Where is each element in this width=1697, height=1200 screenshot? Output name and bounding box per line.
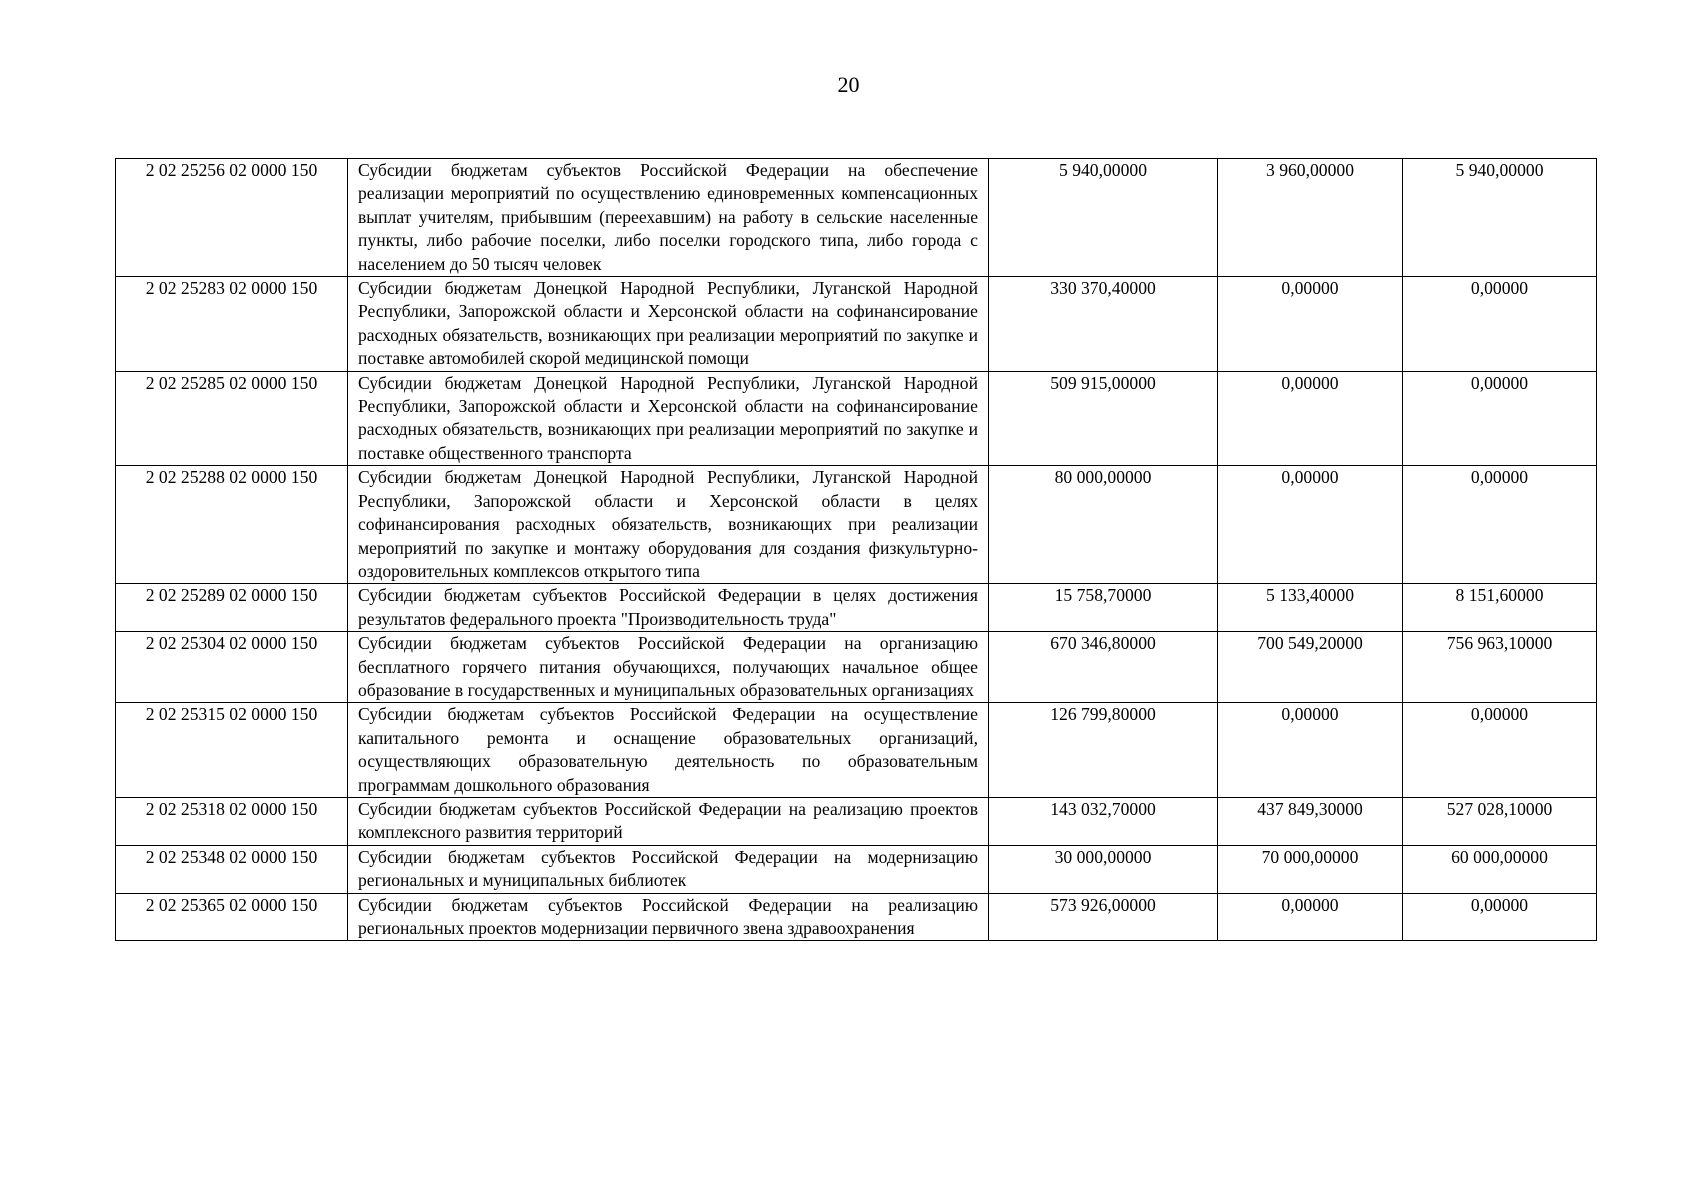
amount-col-3: 0,00000 <box>1403 703 1597 798</box>
description: Субсидии бюджетам субъектов Российской Федерации на модернизацию региональных и муниципальных библиотек <box>348 845 989 893</box>
amount-col-1: 80 000,00000 <box>989 466 1218 584</box>
amount-col-2: 0,00000 <box>1218 893 1403 941</box>
budget-code: 2 02 25285 02 0000 150 <box>116 371 348 466</box>
budget-code: 2 02 25283 02 0000 150 <box>116 277 348 372</box>
description: Субсидии бюджетам Донецкой Народной Республики, Луганской Народной Республики, Запорожской области и Херсонской области на софинансирование расходных обязательств, возникающих при реализации мероприятий по закупке и поставке общественного транспорта <box>348 371 989 466</box>
amount-col-2: 0,00000 <box>1218 466 1403 584</box>
budget-code: 2 02 25304 02 0000 150 <box>116 632 348 703</box>
table-row <box>116 797 1597 845</box>
description: Субсидии бюджетам Донецкой Народной Республики, Луганской Народной Республики, Запорожской области и Херсонской области в целях софинансирования расходных обязательств, возникающих при реализации мероприятий по закупке и монтажу оборудования для создания физкультурно-оздоровительных комплексов открытого типа <box>348 466 989 584</box>
amount-col-2: 0,00000 <box>1218 703 1403 798</box>
amount-col-1: 15 758,70000 <box>989 584 1218 632</box>
budget-code: 2 02 25289 02 0000 150 <box>116 584 348 632</box>
description: Субсидии бюджетам субъектов Российской Федерации на реализацию региональных проектов модернизации первичного звена здравоохранения <box>348 893 989 941</box>
amount-col-3: 527 028,10000 <box>1403 797 1597 845</box>
table-row <box>116 893 1597 941</box>
amount-col-1: 509 915,00000 <box>989 371 1218 466</box>
page-number: 20 <box>837 72 860 97</box>
amount-col-1: 670 346,80000 <box>989 632 1218 703</box>
amount-col-1: 330 370,40000 <box>989 277 1218 372</box>
amount-col-2: 437 849,30000 <box>1218 797 1403 845</box>
amount-col-3: 60 000,00000 <box>1403 845 1597 893</box>
table-row <box>116 277 1597 372</box>
table-row <box>116 159 1597 277</box>
amount-col-3: 0,00000 <box>1403 371 1597 466</box>
table-row <box>116 845 1597 893</box>
description: Субсидии бюджетам субъектов Российской Федерации в целях достижения результатов федерального проекта "Производительность труда" <box>348 584 989 632</box>
amount-col-3: 5 940,00000 <box>1403 159 1597 277</box>
amount-col-3: 756 963,10000 <box>1403 632 1597 703</box>
table-row <box>116 584 1597 632</box>
amount-col-2: 700 549,20000 <box>1218 632 1403 703</box>
budget-code: 2 02 25256 02 0000 150 <box>116 159 348 277</box>
budget-table <box>115 158 1597 941</box>
amount-col-3: 8 151,60000 <box>1403 584 1597 632</box>
description: Субсидии бюджетам Донецкой Народной Республики, Луганской Народной Республики, Запорожской области и Херсонской области на софинансирование расходных обязательств, возникающих при реализации мероприятий по закупке и поставке автомобилей скорой медицинской помощи <box>348 277 989 372</box>
budget-code: 2 02 25348 02 0000 150 <box>116 845 348 893</box>
amount-col-3: 0,00000 <box>1403 466 1597 584</box>
description: Субсидии бюджетам субъектов Российской Федерации на реализацию проектов комплексного развития территорий <box>348 797 989 845</box>
table-row <box>116 371 1597 466</box>
budget-code: 2 02 25365 02 0000 150 <box>116 893 348 941</box>
amount-col-2: 3 960,00000 <box>1218 159 1403 277</box>
amount-col-1: 5 940,00000 <box>989 159 1218 277</box>
description: Субсидии бюджетам субъектов Российской Федерации на обеспечение реализации мероприятий по осуществлению единовременных компенсационных выплат учителям, прибывшим (переехавшим) на работу в сельские населенные пункты, либо рабочие поселки, либо поселки городского типа, либо города с населением до 50 тысяч человек <box>348 159 989 277</box>
amount-col-1: 143 032,70000 <box>989 797 1218 845</box>
amount-col-2: 0,00000 <box>1218 277 1403 372</box>
amount-col-1: 126 799,80000 <box>989 703 1218 798</box>
table-row <box>116 703 1597 798</box>
amount-col-3: 0,00000 <box>1403 893 1597 941</box>
table-row <box>116 632 1597 703</box>
description: Субсидии бюджетам субъектов Российской Федерации на организацию бесплатного горячего питания обучающихся, получающих начальное общее образование в государственных и муниципальных образовательных организациях <box>348 632 989 703</box>
table-row <box>116 466 1597 584</box>
description: Субсидии бюджетам субъектов Российской Федерации на осуществление капитального ремонта и оснащение образовательных организаций, осуществляющих образовательную деятельность по образовательным программам дошкольного образования <box>348 703 989 798</box>
amount-col-2: 5 133,40000 <box>1218 584 1403 632</box>
amount-col-3: 0,00000 <box>1403 277 1597 372</box>
amount-col-1: 30 000,00000 <box>989 845 1218 893</box>
budget-code: 2 02 25288 02 0000 150 <box>116 466 348 584</box>
amount-col-1: 573 926,00000 <box>989 893 1218 941</box>
amount-col-2: 70 000,00000 <box>1218 845 1403 893</box>
budget-code: 2 02 25315 02 0000 150 <box>116 703 348 798</box>
amount-col-2: 0,00000 <box>1218 371 1403 466</box>
budget-code: 2 02 25318 02 0000 150 <box>116 797 348 845</box>
